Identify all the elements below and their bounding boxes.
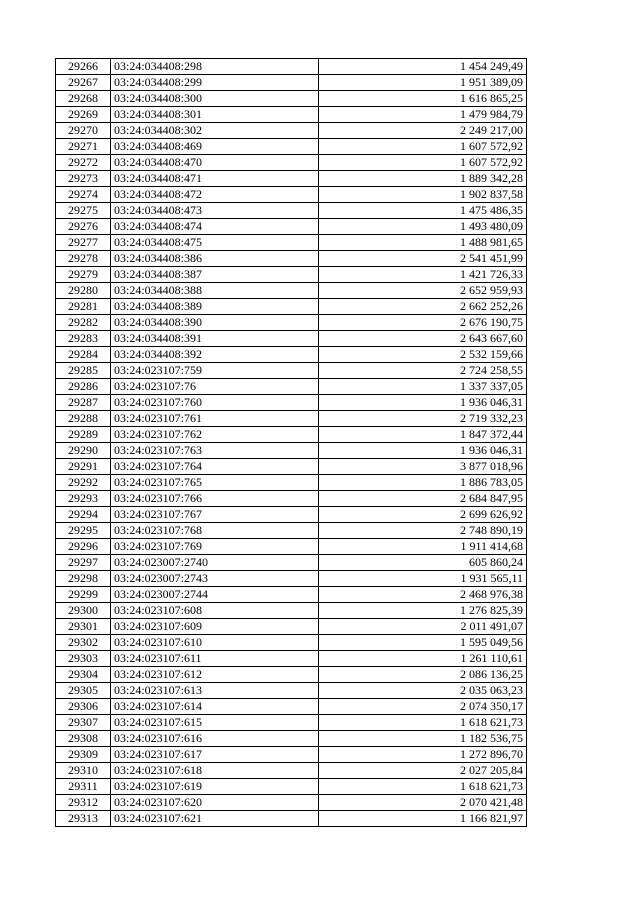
- table-row: [56, 379, 527, 395]
- table-row: [56, 299, 527, 315]
- table-row: [56, 731, 527, 747]
- cadastral-value-cell: 1 595 049,56: [319, 635, 527, 651]
- row-number-cell: 29281: [56, 299, 111, 315]
- table-row: [56, 139, 527, 155]
- row-number-cell: 29280: [56, 283, 111, 299]
- row-number-cell: 29275: [56, 203, 111, 219]
- row-number-cell: 29299: [56, 587, 111, 603]
- cadastral-number-cell: 03:24:023107:759: [111, 363, 319, 379]
- cadastral-value-cell: 2 643 667,60: [319, 331, 527, 347]
- cadastral-number-cell: 03:24:023107:614: [111, 699, 319, 715]
- table-row: [56, 635, 527, 651]
- table-row: [56, 683, 527, 699]
- table-body: [56, 59, 527, 827]
- cadastral-number-cell: 03:24:023107:763: [111, 443, 319, 459]
- row-number-cell: 29295: [56, 523, 111, 539]
- cadastral-number-cell: 03:24:023107:615: [111, 715, 319, 731]
- row-number-cell: 29291: [56, 459, 111, 475]
- row-number-cell: 29268: [56, 91, 111, 107]
- cadastral-value-table: [55, 58, 527, 827]
- cadastral-value-cell: 1 479 984,79: [319, 107, 527, 123]
- row-number-cell: 29282: [56, 315, 111, 331]
- table-row: [56, 795, 527, 811]
- table-row: [56, 235, 527, 251]
- table-row: [56, 187, 527, 203]
- cadastral-value-cell: 2 074 350,17: [319, 699, 527, 715]
- row-number-cell: 29302: [56, 635, 111, 651]
- table-row: [56, 539, 527, 555]
- cadastral-value-cell: 2 532 159,66: [319, 347, 527, 363]
- table-row: [56, 443, 527, 459]
- cadastral-number-cell: 03:24:023107:612: [111, 667, 319, 683]
- cadastral-value-cell: 2 468 976,38: [319, 587, 527, 603]
- row-number-cell: 29313: [56, 811, 111, 827]
- cadastral-number-cell: 03:24:034408:474: [111, 219, 319, 235]
- cadastral-number-cell: 03:24:023007:2740: [111, 555, 319, 571]
- cadastral-value-cell: 1 902 837,58: [319, 187, 527, 203]
- cadastral-number-cell: 03:24:023107:609: [111, 619, 319, 635]
- table-row: [56, 91, 527, 107]
- table-row: [56, 763, 527, 779]
- cadastral-number-cell: 03:24:034408:469: [111, 139, 319, 155]
- cadastral-number-cell: 03:24:023107:620: [111, 795, 319, 811]
- cadastral-value-cell: 1 616 865,25: [319, 91, 527, 107]
- cadastral-value-cell: 1 493 480,09: [319, 219, 527, 235]
- table-row: [56, 587, 527, 603]
- cadastral-value-cell: 1 261 110,61: [319, 651, 527, 667]
- table-row: [56, 779, 527, 795]
- cadastral-number-cell: 03:24:034408:472: [111, 187, 319, 203]
- row-number-cell: 29296: [56, 539, 111, 555]
- cadastral-number-cell: 03:24:023107:608: [111, 603, 319, 619]
- table-row: [56, 491, 527, 507]
- cadastral-value-cell: 2 541 451,99: [319, 251, 527, 267]
- table-row: [56, 283, 527, 299]
- cadastral-number-cell: 03:24:023107:765: [111, 475, 319, 491]
- cadastral-value-cell: 2 662 252,26: [319, 299, 527, 315]
- table-row: [56, 107, 527, 123]
- row-number-cell: 29312: [56, 795, 111, 811]
- cadastral-value-cell: 1 337 337,05: [319, 379, 527, 395]
- cadastral-value-cell: 1 889 342,28: [319, 171, 527, 187]
- table-row: [56, 363, 527, 379]
- row-number-cell: 29298: [56, 571, 111, 587]
- cadastral-value-cell: 1 276 825,39: [319, 603, 527, 619]
- row-number-cell: 29311: [56, 779, 111, 795]
- cadastral-number-cell: 03:24:034408:389: [111, 299, 319, 315]
- row-number-cell: 29286: [56, 379, 111, 395]
- table-row: [56, 75, 527, 91]
- cadastral-value-cell: 1 166 821,97: [319, 811, 527, 827]
- table-row: [56, 347, 527, 363]
- row-number-cell: 29288: [56, 411, 111, 427]
- row-number-cell: 29308: [56, 731, 111, 747]
- row-number-cell: 29309: [56, 747, 111, 763]
- cadastral-value-cell: 1 182 536,75: [319, 731, 527, 747]
- table-row: [56, 315, 527, 331]
- row-number-cell: 29306: [56, 699, 111, 715]
- cadastral-number-cell: 03:24:023107:618: [111, 763, 319, 779]
- cadastral-value-cell: 1 847 372,44: [319, 427, 527, 443]
- cadastral-value-cell: 605 860,24: [319, 555, 527, 571]
- row-number-cell: 29305: [56, 683, 111, 699]
- table-row: [56, 203, 527, 219]
- cadastral-number-cell: 03:24:023107:621: [111, 811, 319, 827]
- row-number-cell: 29300: [56, 603, 111, 619]
- cadastral-value-cell: 2 748 890,19: [319, 523, 527, 539]
- cadastral-number-cell: 03:24:034408:471: [111, 171, 319, 187]
- table-row: [56, 571, 527, 587]
- cadastral-number-cell: 03:24:034408:392: [111, 347, 319, 363]
- table-row: [56, 395, 527, 411]
- cadastral-value-cell: 1 272 896,70: [319, 747, 527, 763]
- cadastral-value-cell: 1 607 572,92: [319, 155, 527, 171]
- row-number-cell: 29283: [56, 331, 111, 347]
- row-number-cell: 29289: [56, 427, 111, 443]
- cadastral-value-cell: 2 719 332,23: [319, 411, 527, 427]
- cadastral-number-cell: 03:24:034408:299: [111, 75, 319, 91]
- row-number-cell: 29276: [56, 219, 111, 235]
- cadastral-number-cell: 03:24:023107:617: [111, 747, 319, 763]
- row-number-cell: 29285: [56, 363, 111, 379]
- cadastral-value-cell: 2 724 258,55: [319, 363, 527, 379]
- table-row: [56, 555, 527, 571]
- cadastral-value-cell: 1 936 046,31: [319, 395, 527, 411]
- cadastral-number-cell: 03:24:023107:769: [111, 539, 319, 555]
- cadastral-value-cell: 1 886 783,05: [319, 475, 527, 491]
- table-row: [56, 427, 527, 443]
- cadastral-value-cell: 2 011 491,07: [319, 619, 527, 635]
- row-number-cell: 29301: [56, 619, 111, 635]
- cadastral-number-cell: 03:24:034408:300: [111, 91, 319, 107]
- cadastral-value-cell: 1 618 621,73: [319, 779, 527, 795]
- table-row: [56, 667, 527, 683]
- row-number-cell: 29270: [56, 123, 111, 139]
- table-row: [56, 699, 527, 715]
- cadastral-number-cell: 03:24:023107:764: [111, 459, 319, 475]
- row-number-cell: 29304: [56, 667, 111, 683]
- row-number-cell: 29303: [56, 651, 111, 667]
- cadastral-number-cell: 03:24:023107:768: [111, 523, 319, 539]
- table-row: [56, 507, 527, 523]
- cadastral-value-cell: 2 086 136,25: [319, 667, 527, 683]
- cadastral-number-cell: 03:24:023107:611: [111, 651, 319, 667]
- row-number-cell: 29266: [56, 59, 111, 75]
- row-number-cell: 29297: [56, 555, 111, 571]
- row-number-cell: 29274: [56, 187, 111, 203]
- table-row: [56, 715, 527, 731]
- cadastral-number-cell: 03:24:034408:475: [111, 235, 319, 251]
- table-row: [56, 747, 527, 763]
- cadastral-number-cell: 03:24:023107:766: [111, 491, 319, 507]
- cadastral-value-cell: 3 877 018,96: [319, 459, 527, 475]
- cadastral-value-cell: 1 951 389,09: [319, 75, 527, 91]
- cadastral-value-cell: 2 027 205,84: [319, 763, 527, 779]
- cadastral-value-cell: 2 699 626,92: [319, 507, 527, 523]
- cadastral-number-cell: 03:24:023107:610: [111, 635, 319, 651]
- cadastral-number-cell: 03:24:023107:76: [111, 379, 319, 395]
- cadastral-value-cell: 1 607 572,92: [319, 139, 527, 155]
- table-row: [56, 171, 527, 187]
- row-number-cell: 29284: [56, 347, 111, 363]
- row-number-cell: 29287: [56, 395, 111, 411]
- row-number-cell: 29269: [56, 107, 111, 123]
- row-number-cell: 29273: [56, 171, 111, 187]
- table-row: [56, 811, 527, 827]
- cadastral-number-cell: 03:24:034408:386: [111, 251, 319, 267]
- cadastral-number-cell: 03:24:034408:298: [111, 59, 319, 75]
- cadastral-value-cell: 1 911 414,68: [319, 539, 527, 555]
- cadastral-value-cell: 1 475 486,35: [319, 203, 527, 219]
- cadastral-number-cell: 03:24:023107:619: [111, 779, 319, 795]
- table-row: [56, 523, 527, 539]
- cadastral-number-cell: 03:24:034408:470: [111, 155, 319, 171]
- table-row: [56, 459, 527, 475]
- cadastral-number-cell: 03:24:034408:301: [111, 107, 319, 123]
- cadastral-number-cell: 03:24:023007:2744: [111, 587, 319, 603]
- table-row: [56, 475, 527, 491]
- cadastral-number-cell: 03:24:023107:767: [111, 507, 319, 523]
- cadastral-value-cell: 1 936 046,31: [319, 443, 527, 459]
- row-number-cell: 29294: [56, 507, 111, 523]
- cadastral-number-cell: 03:24:023107:762: [111, 427, 319, 443]
- row-number-cell: 29267: [56, 75, 111, 91]
- table-row: [56, 411, 527, 427]
- table-row: [56, 219, 527, 235]
- cadastral-number-cell: 03:24:034408:388: [111, 283, 319, 299]
- cadastral-value-cell: 2 676 190,75: [319, 315, 527, 331]
- table-row: [56, 123, 527, 139]
- cadastral-value-cell: 1 454 249,49: [319, 59, 527, 75]
- row-number-cell: 29279: [56, 267, 111, 283]
- cadastral-value-cell: 2 684 847,95: [319, 491, 527, 507]
- row-number-cell: 29293: [56, 491, 111, 507]
- table-row: [56, 603, 527, 619]
- cadastral-number-cell: 03:24:023107:616: [111, 731, 319, 747]
- cadastral-value-cell: 2 070 421,48: [319, 795, 527, 811]
- cadastral-value-cell: 1 421 726,33: [319, 267, 527, 283]
- row-number-cell: 29310: [56, 763, 111, 779]
- row-number-cell: 29307: [56, 715, 111, 731]
- table-row: [56, 267, 527, 283]
- cadastral-number-cell: 03:24:023007:2743: [111, 571, 319, 587]
- cadastral-number-cell: 03:24:034408:391: [111, 331, 319, 347]
- table-row: [56, 155, 527, 171]
- cadastral-number-cell: 03:24:034408:473: [111, 203, 319, 219]
- row-number-cell: 29290: [56, 443, 111, 459]
- table-row: [56, 651, 527, 667]
- cadastral-value-cell: 2 249 217,00: [319, 123, 527, 139]
- row-number-cell: 29272: [56, 155, 111, 171]
- cadastral-value-cell: 2 652 959,93: [319, 283, 527, 299]
- table-row: [56, 331, 527, 347]
- table-row: [56, 59, 527, 75]
- row-number-cell: 29292: [56, 475, 111, 491]
- cadastral-number-cell: 03:24:034408:387: [111, 267, 319, 283]
- cadastral-number-cell: 03:24:023107:760: [111, 395, 319, 411]
- cadastral-value-cell: 2 035 063,23: [319, 683, 527, 699]
- cadastral-value-cell: 1 488 981,65: [319, 235, 527, 251]
- table-row: [56, 619, 527, 635]
- cadastral-number-cell: 03:24:034408:302: [111, 123, 319, 139]
- row-number-cell: 29278: [56, 251, 111, 267]
- row-number-cell: 29277: [56, 235, 111, 251]
- cadastral-number-cell: 03:24:023107:613: [111, 683, 319, 699]
- cadastral-number-cell: 03:24:034408:390: [111, 315, 319, 331]
- cadastral-number-cell: 03:24:023107:761: [111, 411, 319, 427]
- row-number-cell: 29271: [56, 139, 111, 155]
- cadastral-value-cell: 1 931 565,11: [319, 571, 527, 587]
- cadastral-value-cell: 1 618 621,73: [319, 715, 527, 731]
- table-row: [56, 251, 527, 267]
